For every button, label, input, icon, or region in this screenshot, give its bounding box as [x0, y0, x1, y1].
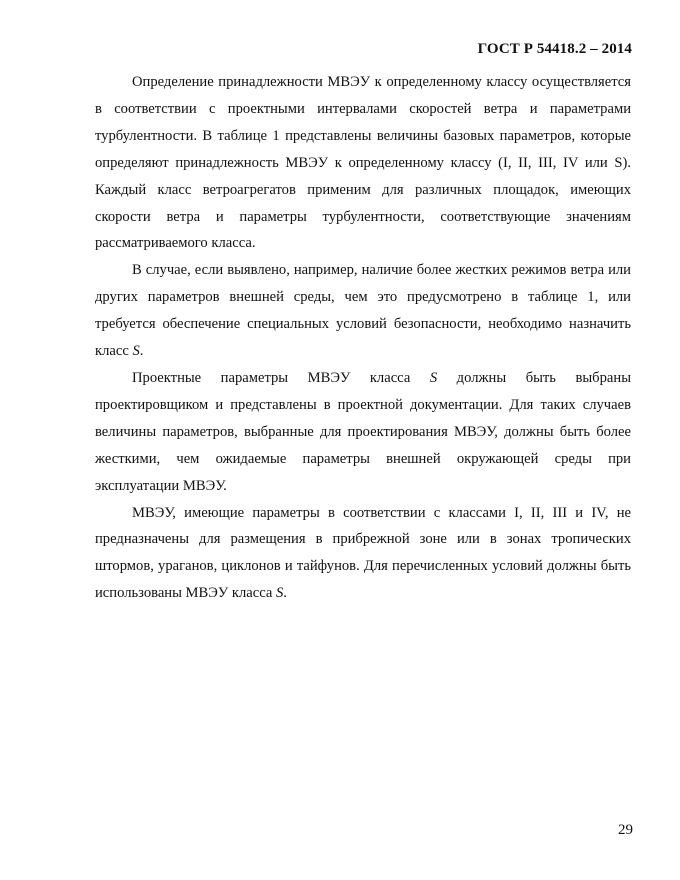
class-s-label: S	[132, 343, 140, 360]
paragraph-text: МВЭУ, имеющие параметры в соответствии с классами I, II, III и IV, не предназначены для размещения в прибрежной зоне или в зонах тропических штормов, ураганов, циклонов и тайфунов. Для перечисленных условий должны быть использованы МВЭУ класса	[95, 504, 631, 602]
paragraph-class-s-parameters	[95, 365, 631, 500]
paragraph-class-definition	[95, 69, 631, 257]
paragraph-text-end: должны быть выбраны проектировщиком и представлены в проектной документации. Для таких случаев величины параметров, выбранные для проектирования МВЭУ, должны быть более жесткими, чем ожидаемые параметры внешней окружающей среды при эксплуатации МВЭУ.	[95, 369, 632, 494]
paragraph-text: В случае, если выявлено, например, наличие более жестких режимов ветра или других параметров внешней среды, чем это предусмотрено в таблице 1, или требуется обеспечение специальных условий безопасности, необходимо назначить класс	[95, 262, 631, 360]
paragraph-text-end: .	[283, 585, 287, 602]
paragraph-text-end: .	[139, 343, 144, 360]
page-number: 29	[618, 822, 633, 838]
class-s-label: S	[276, 585, 284, 602]
class-s-label: S	[429, 369, 438, 386]
standard-header: ГОСТ Р 54418.2 – 2014	[477, 41, 632, 57]
paragraph-text: Проектные параметры МВЭУ класса	[132, 369, 430, 386]
body-text	[95, 69, 631, 607]
paragraph-text: Определение принадлежности МВЭУ к определенному классу осуществляется в соответствии с проектными интервалами скоростей ветра и параметрами турбулентности. В таблице 1 представлены величины базовых параметров, которые определяют принадлежность МВЭУ к определенному классу (I, II, III, IV или S). Каждый класс ветроагрегатов применим для различных площадок, имеющих скорости ветра и параметры турбулентности, соответствующие значениям рассматриваемого класса.	[95, 74, 631, 252]
paragraph-class-s-assignment	[95, 257, 631, 365]
paragraph-coastal-restriction	[95, 500, 631, 608]
